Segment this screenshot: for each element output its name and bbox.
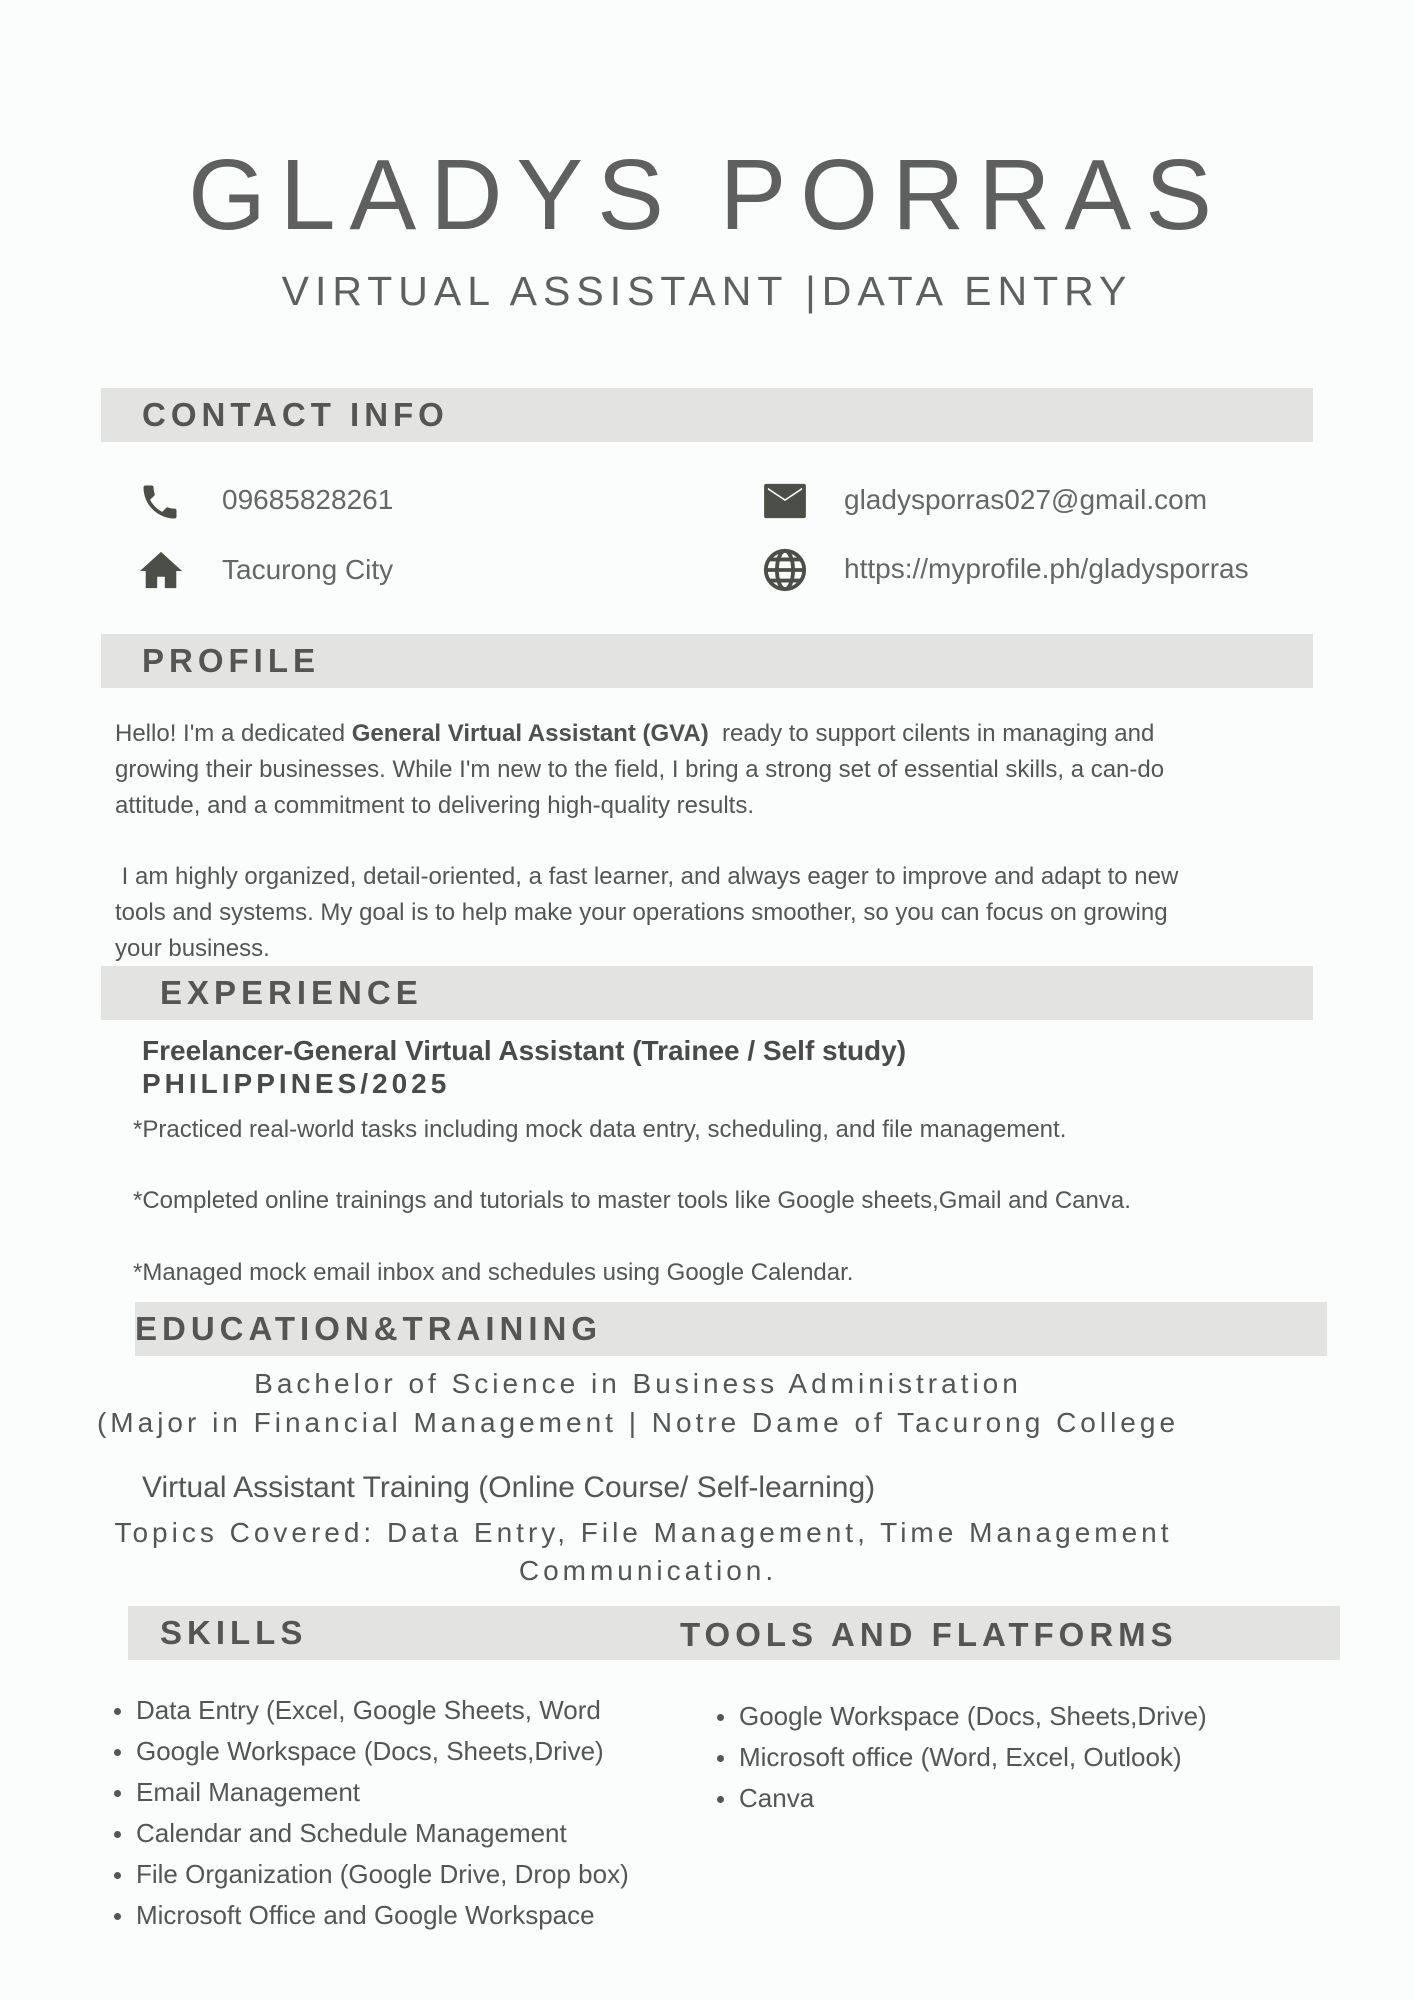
profile-text: Hello! I'm a dedicated: [115, 720, 352, 747]
profile-text: your business.: [115, 935, 270, 962]
candidate-name: GLADYS PORRAS: [188, 139, 1226, 251]
website-link[interactable]: https://myprofile.ph/gladysporras: [844, 553, 1249, 584]
profile-section-header: [101, 634, 1313, 688]
list-item: Google Workspace (Docs, Sheets,Drive): [717, 1696, 1207, 1737]
tools-title: TOOLS AND FLATFORMS: [680, 1616, 1178, 1653]
experience-point: *Managed mock email inbox and schedules using Google Calendar.: [133, 1259, 854, 1286]
phone-number: 09685828261: [222, 484, 394, 515]
list-item: Microsoft office (Word, Excel, Outlook): [717, 1737, 1207, 1778]
profile-text: ready to support cilents in managing and: [708, 720, 1155, 747]
list-item: Email Management: [114, 1772, 629, 1813]
experience-section-header: [101, 966, 1313, 1020]
globe-icon: [762, 547, 808, 593]
profile-paragraph-1: [115, 716, 1275, 824]
degree-major: (Major in Financial Management | Notre Dame of Tacurong College: [96, 1407, 1180, 1438]
home-icon: [138, 548, 184, 592]
education-section-header: [135, 1302, 1327, 1356]
degree: Bachelor of Science in Business Administration: [254, 1368, 1022, 1399]
job-location: PHILIPPINES/2025: [142, 1068, 451, 1099]
phone-icon: [138, 480, 182, 524]
list-item: Data Entry (Excel, Google Sheets, Word: [114, 1690, 629, 1731]
mail-icon: [762, 482, 808, 520]
profile-text: growing their businesses. While I'm new to the field, I bring a strong set of essential skills, a can-do: [115, 756, 1165, 783]
profile-title: PROFILE: [142, 642, 321, 679]
list-item: Microsoft Office and Google Workspace: [114, 1895, 629, 1936]
list-item: Canva: [717, 1778, 1207, 1819]
job-title: Freelancer-General Virtual Assistant (Trainee / Self study): [142, 1035, 907, 1066]
list-item: Google Workspace (Docs, Sheets,Drive): [114, 1731, 629, 1772]
profile-text: I am highly organized, detail-oriented, a fast learner, and always eager to improve and adapt to new: [115, 863, 1179, 890]
profile-text: tools and systems. My goal is to help make your operations smoother, so you can focus on growing: [115, 899, 1168, 926]
experience-title: EXPERIENCE: [160, 974, 423, 1011]
training-topics: Communication.: [518, 1555, 778, 1586]
job-role: VIRTUAL ASSISTANT |DATA ENTRY: [281, 268, 1133, 314]
experience-point: *Practiced real-world tasks including mock data entry, scheduling, and file management.: [133, 1116, 1067, 1143]
skills-title: SKILLS: [160, 1614, 308, 1651]
skills-list: [114, 1690, 629, 1936]
address: Tacurong City: [222, 554, 394, 585]
profile-highlight: General Virtual Assistant (GVA): [351, 720, 709, 747]
experience-point: *Completed online trainings and tutorials to master tools like Google sheets,Gmail and Canva.: [133, 1187, 1131, 1214]
skills-tools-section-header: [128, 1606, 1340, 1660]
tools-list: [717, 1696, 1207, 1819]
contact-section-header: [101, 388, 1313, 442]
training-course: Virtual Assistant Training (Online Course/ Self-learning): [142, 1471, 876, 1504]
email-link[interactable]: gladysporras027@gmail.com: [844, 484, 1208, 515]
profile-paragraph-2: [115, 859, 1295, 967]
list-item: File Organization (Google Drive, Drop box): [114, 1854, 629, 1895]
education-title: EDUCATION&TRAINING: [135, 1310, 603, 1347]
training-topics: Topics Covered: Data Entry, File Management, Time Management: [114, 1517, 1173, 1548]
list-item: Calendar and Schedule Management: [114, 1813, 629, 1854]
contact-title: CONTACT INFO: [142, 396, 449, 433]
profile-text: attitude, and a commitment to delivering high-quality results.: [115, 792, 754, 819]
